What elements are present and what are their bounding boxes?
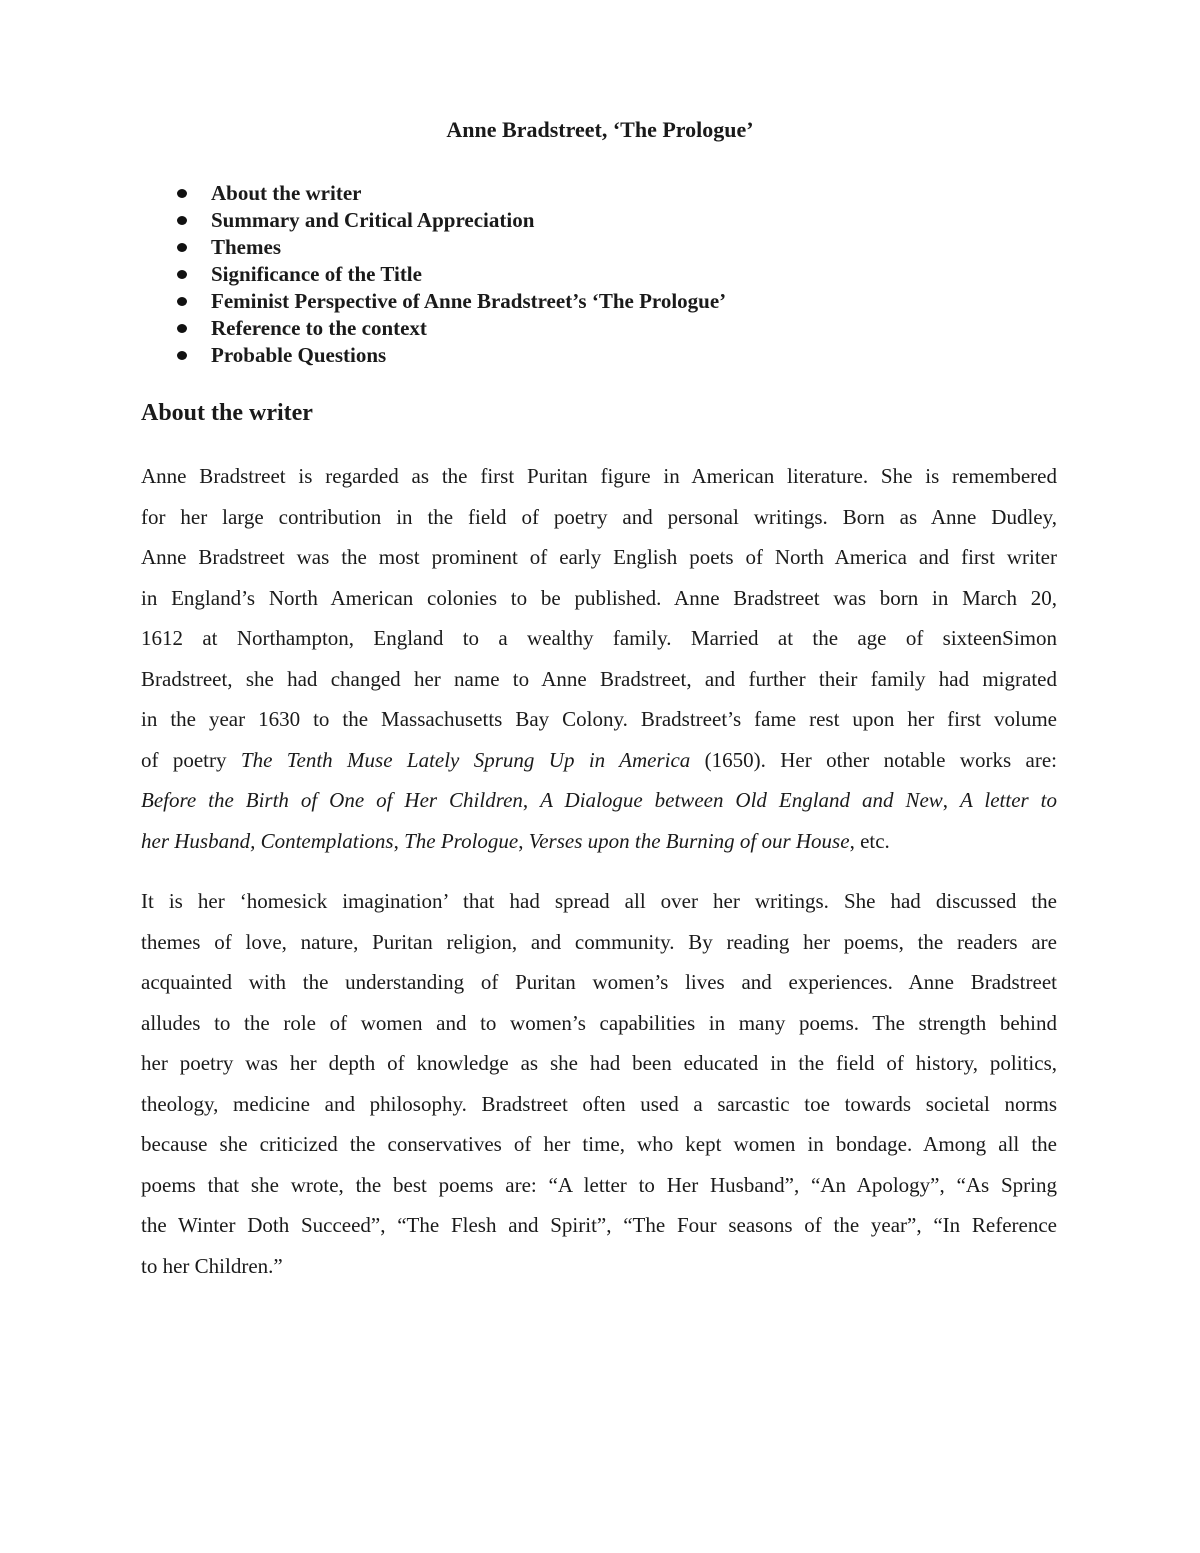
text-line bbox=[141, 821, 1057, 862]
text-line bbox=[141, 740, 1057, 781]
contents-item-label: Summary and Critical Appreciation bbox=[211, 208, 535, 232]
text-run: , bbox=[522, 788, 541, 812]
text-run: (1650). Her other notable works are: bbox=[690, 747, 1057, 772]
contents-item-label: Themes bbox=[211, 235, 281, 259]
text-line: the Winter Doth Succeed”, “The Flesh and Spirit”, “The Four seasons of the year”, “In Reference bbox=[141, 1213, 1057, 1237]
work-title: Verses upon the Burning of our House bbox=[528, 828, 850, 853]
contents-item-label: Feminist Perspective of Anne Bradstreet’s ‘The Prologue’ bbox=[211, 289, 727, 313]
text-line: It is her ‘homesick imagination’ that had spread all over her writings. She had discussed the bbox=[141, 889, 1057, 913]
text-line: alludes to the role of women and to women’s capabilities in many poems. The strength behind bbox=[141, 1010, 1057, 1035]
work-title: A letter to bbox=[960, 788, 1058, 812]
text-run: , bbox=[393, 828, 405, 853]
contents-item bbox=[175, 315, 726, 342]
text-line: for her large contribution in the field of poetry and personal writings. Born as Anne Dudley, bbox=[141, 504, 1057, 529]
contents-item bbox=[175, 261, 726, 288]
work-title: Before the Birth of One of Her Children bbox=[141, 788, 523, 812]
contents-item-label: Probable Questions bbox=[211, 343, 387, 367]
text-line: Anne Bradstreet was the most prominent of early English poets of North America and first writer bbox=[141, 545, 1057, 569]
text-line: Anne Bradstreet is regarded as the first Puritan figure in American literature. She is remembered bbox=[141, 464, 1057, 488]
contents-list bbox=[175, 180, 726, 369]
contents-item-label: About the writer bbox=[211, 181, 362, 205]
bullet-icon bbox=[177, 189, 187, 198]
contents-item-label: Reference to the context bbox=[211, 316, 427, 340]
work-title: her Husband, Contemplations bbox=[141, 828, 394, 853]
work-title: A Dialogue between Old England and New bbox=[540, 788, 943, 812]
document-title: Anne Bradstreet, ‘The Prologue’ bbox=[446, 117, 754, 142]
text-line: in England’s North American colonies to be published. Anne Bradstreet was born in March 20, bbox=[141, 585, 1057, 610]
text-run: of poetry bbox=[141, 747, 241, 772]
section-heading: About the writer bbox=[141, 400, 313, 426]
bullet-icon bbox=[177, 324, 187, 333]
text-line bbox=[141, 780, 1057, 821]
work-title: The Tenth Muse Lately Sprung Up in America bbox=[240, 747, 691, 772]
bullet-icon bbox=[177, 270, 187, 279]
work-title: The Prologue bbox=[404, 828, 519, 853]
contents-item bbox=[175, 342, 726, 369]
text-line: in the year 1630 to the Massachusetts Bay Colony. Bradstreet’s fame rest upon her first volume bbox=[141, 707, 1057, 731]
text-line: Bradstreet, she had changed her name to Anne Bradstreet, and further their family had migrated bbox=[141, 666, 1057, 691]
bullet-icon bbox=[177, 351, 187, 360]
body-paragraph bbox=[141, 881, 1057, 1286]
text-run: , bbox=[942, 788, 960, 812]
contents-item-label: Significance of the Title bbox=[211, 262, 422, 286]
contents-item bbox=[175, 288, 726, 315]
text-line: themes of love, nature, Puritan religion, and community. By reading her poems, the readers are bbox=[141, 929, 1057, 954]
text-line: poems that she wrote, the best poems are: “A letter to Her Husband”, “An Apology”, “As Spring bbox=[141, 1172, 1057, 1197]
contents-item bbox=[175, 180, 726, 207]
bullet-icon bbox=[177, 297, 187, 306]
text-line: her poetry was her depth of knowledge as she had been educated in the field of history, politics, bbox=[141, 1051, 1057, 1075]
bullet-icon bbox=[177, 243, 187, 252]
text-line: because she criticized the conservatives of her time, who kept women in bondage. Among all the bbox=[141, 1132, 1057, 1156]
text-run: , etc. bbox=[849, 828, 890, 853]
text-line: 1612 at Northampton, England to a wealthy family. Married at the age of sixteenSimon bbox=[141, 626, 1057, 650]
contents-item bbox=[175, 234, 726, 261]
text-run: , bbox=[518, 828, 529, 853]
text-line: to her Children.” bbox=[141, 1253, 283, 1278]
body-paragraph bbox=[141, 456, 1057, 861]
text-line: theology, medicine and philosophy. Bradstreet often used a sarcastic toe towards societal norms bbox=[141, 1091, 1057, 1116]
text-line: acquainted with the understanding of Puritan women’s lives and experiences. Anne Bradstreet bbox=[141, 970, 1057, 994]
contents-item bbox=[175, 207, 726, 234]
bullet-icon bbox=[177, 216, 187, 225]
